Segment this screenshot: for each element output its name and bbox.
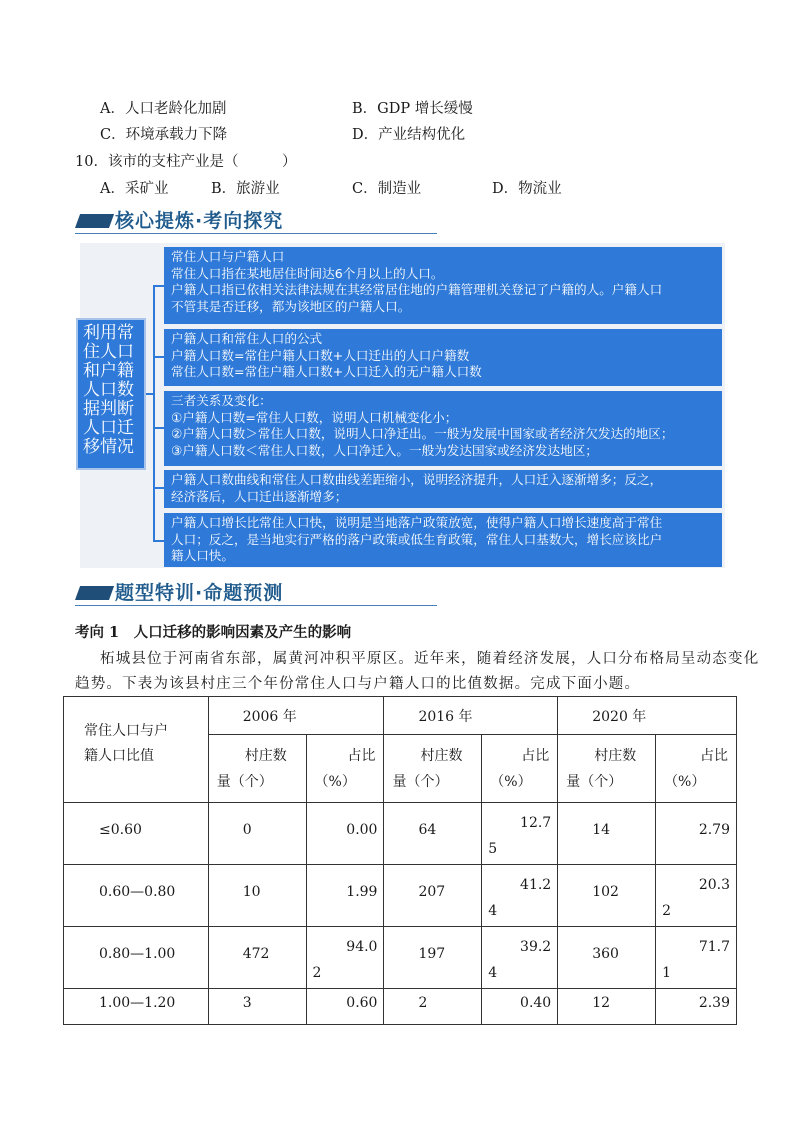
paragraph-line-1: 柘城县位于河南省东部，属黄河冲积平原区。近年来，随着经济发展，人口分布格局呈动态变化 <box>100 651 760 667</box>
table-pct-label: 占比 （%） <box>306 735 384 803</box>
table-count-label: 村庄数 量（个） <box>384 735 482 803</box>
mindmap-box-growth: 户籍人口增长比常住人口快，说明是当地落户政策放宽，使得户籍人口增长速度高于常住 人口；反之，是当地实行严格的落户政策或低生育政策，常住人口基数大，增长应该比户 籍人口快。 <box>164 513 722 567</box>
banner-rule <box>75 233 437 234</box>
table-year-2020: 2020 年 <box>558 697 737 735</box>
paragraph-line-2: 趋势。下表为该县村庄三个年份常住人口与户籍人口的比值数据。完成下面小题。 <box>75 676 641 692</box>
mindmap-box-curve: 户籍人口数曲线和常住人口数曲线差距缩小，说明经济提升，人口迁入逐渐增多；反之， 经济落后，人口迁出逐渐增多； <box>164 470 722 508</box>
mindmap-box-definition: 常住人口与户籍人口 常住人口指在某地居住时间达6个月以上的人口。 户籍人口指已依相关法律法规在其经常居住地的户籍管理机关登记了户籍的人。户籍人口 不管其是否迁移，都为该地区的户籍人口。 <box>164 247 722 324</box>
q10-option-a: A．采矿业 <box>100 181 169 197</box>
q9-option-a: A．人口老龄化加剧 <box>100 101 227 117</box>
q9-option-b: B．GDP 增长缓慢 <box>352 101 473 117</box>
table-pct-label: 占比 （%） <box>656 735 737 803</box>
mindmap-box-formula: 户籍人口和常住人口的公式 户籍人口数=常住户籍人口数+人口迁出的人口户籍数 常住人口数=常住户籍人口数+人口迁入的无户籍人口数 <box>164 329 722 386</box>
table-year-2016: 2016 年 <box>384 697 558 735</box>
connector-5 <box>153 540 164 542</box>
table-rowhead: 常住人口与户 籍人口比值 <box>64 697 209 803</box>
q10-stem: 10．该市的支柱产业是（ ） <box>75 154 297 170</box>
banner-bar <box>75 586 114 600</box>
banner-bar <box>75 214 114 228</box>
section-banner-core <box>75 206 437 234</box>
section-banner-practice <box>75 578 437 606</box>
table-row: ≤0.60 0 0.00 64 12.7 5 14 2.79 <box>64 803 737 865</box>
table-row: 0.60—0.80 10 1.99 207 41.2 4 102 20.3 2 <box>64 865 737 927</box>
table-row: 1.00—1.20 3 0.60 2 0.40 12 2.39 <box>64 989 737 1025</box>
mindmap-box-relation: 三者关系及变化： ①户籍人口数=常住人口数，说明人口机械变化小； ②户籍人口数＞常住人口数，说明人口净迁出。一般为发展中国家或者经济欠发达的地区； ③户籍人口数＜常住人口数，人口净迁入。一般为发达国家或经济发达地区； <box>164 391 722 466</box>
mindmap-root: 利用常 住人口 和户籍 人口数 据判断 人口迁 移情况 <box>76 318 146 470</box>
q9-option-d: D．产业结构优化 <box>352 127 466 143</box>
connector-1 <box>153 285 164 287</box>
table-count-label: 村庄数 量（个） <box>558 735 656 803</box>
banner-rule <box>75 605 437 606</box>
table-pct-label: 占比 （%） <box>482 735 558 803</box>
q9-option-c: C．环境承载力下降 <box>100 127 228 143</box>
connector-trunk <box>153 285 155 541</box>
table-year-2006: 2006 年 <box>208 697 384 735</box>
q10-option-d: D．物流业 <box>492 181 562 197</box>
ratio-table <box>63 696 737 1025</box>
banner-title: 题型特训·命题预测 <box>115 582 284 604</box>
table-count-label: 村庄数 量（个） <box>208 735 306 803</box>
q10-option-b: B．旅游业 <box>211 181 280 197</box>
q10-option-c: C．制造业 <box>352 181 422 197</box>
banner-title: 核心提炼·考向探究 <box>115 210 284 232</box>
connector-2 <box>153 356 164 358</box>
connector-3 <box>153 427 164 429</box>
section-heading: 考向 1 人口迁移的影响因素及产生的影响 <box>75 624 352 641</box>
table-row: 0.80—1.00 472 94.0 2 197 39.2 4 360 71.7 1 <box>64 927 737 989</box>
connector-4 <box>153 487 164 489</box>
